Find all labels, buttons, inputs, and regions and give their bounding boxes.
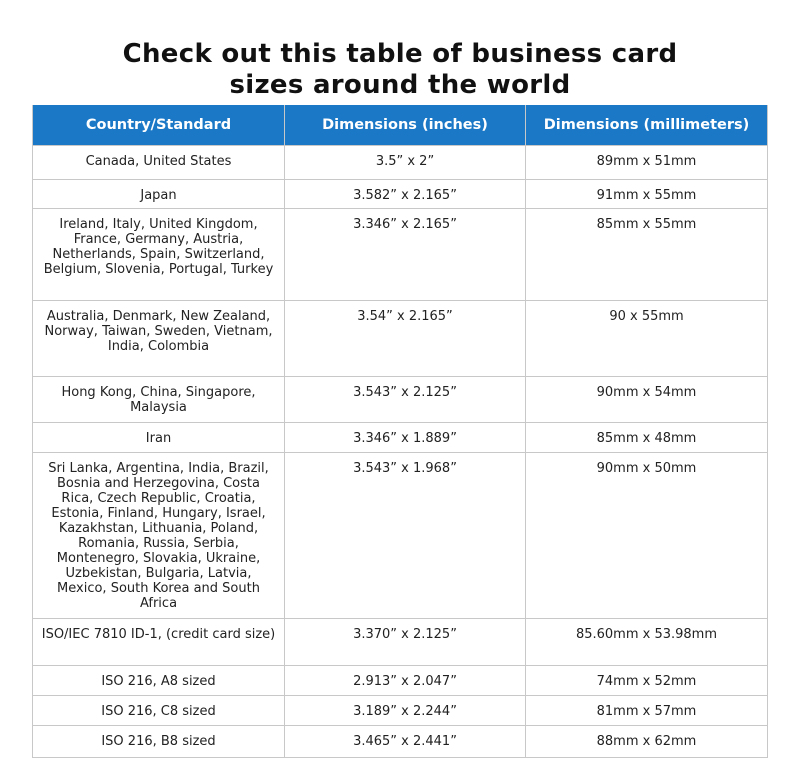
country-cell: Japan <box>33 180 285 209</box>
country-cell: Ireland, Italy, United Kingdom, France, Germany, Austria, Netherlands, Spain, Switzerland, Belgium, Slovenia, Portugal, Turkey <box>33 209 285 301</box>
table-row <box>33 423 768 453</box>
table-row <box>33 453 768 619</box>
country-cell: Canada, United States <box>33 146 285 180</box>
country-cell: ISO 216, C8 sized <box>33 696 285 726</box>
country-cell: Hong Kong, China, Singapore, Malaysia <box>33 377 285 423</box>
column-header-country: Country/Standard <box>33 105 285 146</box>
inches-cell: 3.346” x 2.165” <box>285 209 526 301</box>
millimeters-cell: 90mm x 50mm <box>526 453 768 619</box>
millimeters-cell: 90mm x 54mm <box>526 377 768 423</box>
millimeters-cell: 74mm x 52mm <box>526 666 768 696</box>
millimeters-cell: 89mm x 51mm <box>526 146 768 180</box>
inches-cell: 3.189” x 2.244” <box>285 696 526 726</box>
page-title <box>0 39 800 101</box>
inches-cell: 3.346” x 1.889” <box>285 423 526 453</box>
table-row <box>33 619 768 666</box>
table-row <box>33 726 768 758</box>
table-header-row <box>33 105 768 146</box>
business-card-sizes-table <box>32 105 768 758</box>
table-row <box>33 209 768 301</box>
country-cell: Iran <box>33 423 285 453</box>
country-cell: Sri Lanka, Argentina, India, Brazil, Bosnia and Herzegovina, Costa Rica, Czech Republic, Croatia, Estonia, Finland, Hungary, Israel, Kazakhstan, Lithuania, Poland, Romania, Russia, Serbia, Montenegro, Slovakia, Ukraine, Uzbekistan, Bulgaria, Latvia, Mexico, South Korea and South Africa <box>33 453 285 619</box>
inches-cell: 2.913” x 2.047” <box>285 666 526 696</box>
inches-cell: 3.543” x 1.968” <box>285 453 526 619</box>
country-cell: ISO/IEC 7810 ID-1, (credit card size) <box>33 619 285 666</box>
inches-cell: 3.582” x 2.165” <box>285 180 526 209</box>
millimeters-cell: 91mm x 55mm <box>526 180 768 209</box>
column-header-inches: Dimensions (inches) <box>285 105 526 146</box>
country-cell: ISO 216, A8 sized <box>33 666 285 696</box>
inches-cell: 3.370” x 2.125” <box>285 619 526 666</box>
table-row <box>33 180 768 209</box>
country-cell: Australia, Denmark, New Zealand, Norway, Taiwan, Sweden, Vietnam, India, Colombia <box>33 301 285 377</box>
millimeters-cell: 85.60mm x 53.98mm <box>526 619 768 666</box>
inches-cell: 3.465” x 2.441” <box>285 726 526 758</box>
inches-cell: 3.543” x 2.125” <box>285 377 526 423</box>
page-title-line-2: sizes around the world <box>229 70 571 101</box>
millimeters-cell: 85mm x 55mm <box>526 209 768 301</box>
millimeters-cell: 81mm x 57mm <box>526 696 768 726</box>
inches-cell: 3.54” x 2.165” <box>285 301 526 377</box>
page-title-line-1: Check out this table of business card <box>122 39 678 70</box>
millimeters-cell: 88mm x 62mm <box>526 726 768 758</box>
millimeters-cell: 85mm x 48mm <box>526 423 768 453</box>
table-row <box>33 696 768 726</box>
table-row <box>33 146 768 180</box>
column-header-millimeters: Dimensions (millimeters) <box>526 105 768 146</box>
inches-cell: 3.5” x 2” <box>285 146 526 180</box>
table-row <box>33 666 768 696</box>
table-row <box>33 301 768 377</box>
country-cell: ISO 216, B8 sized <box>33 726 285 758</box>
millimeters-cell: 90 x 55mm <box>526 301 768 377</box>
table-row <box>33 377 768 423</box>
